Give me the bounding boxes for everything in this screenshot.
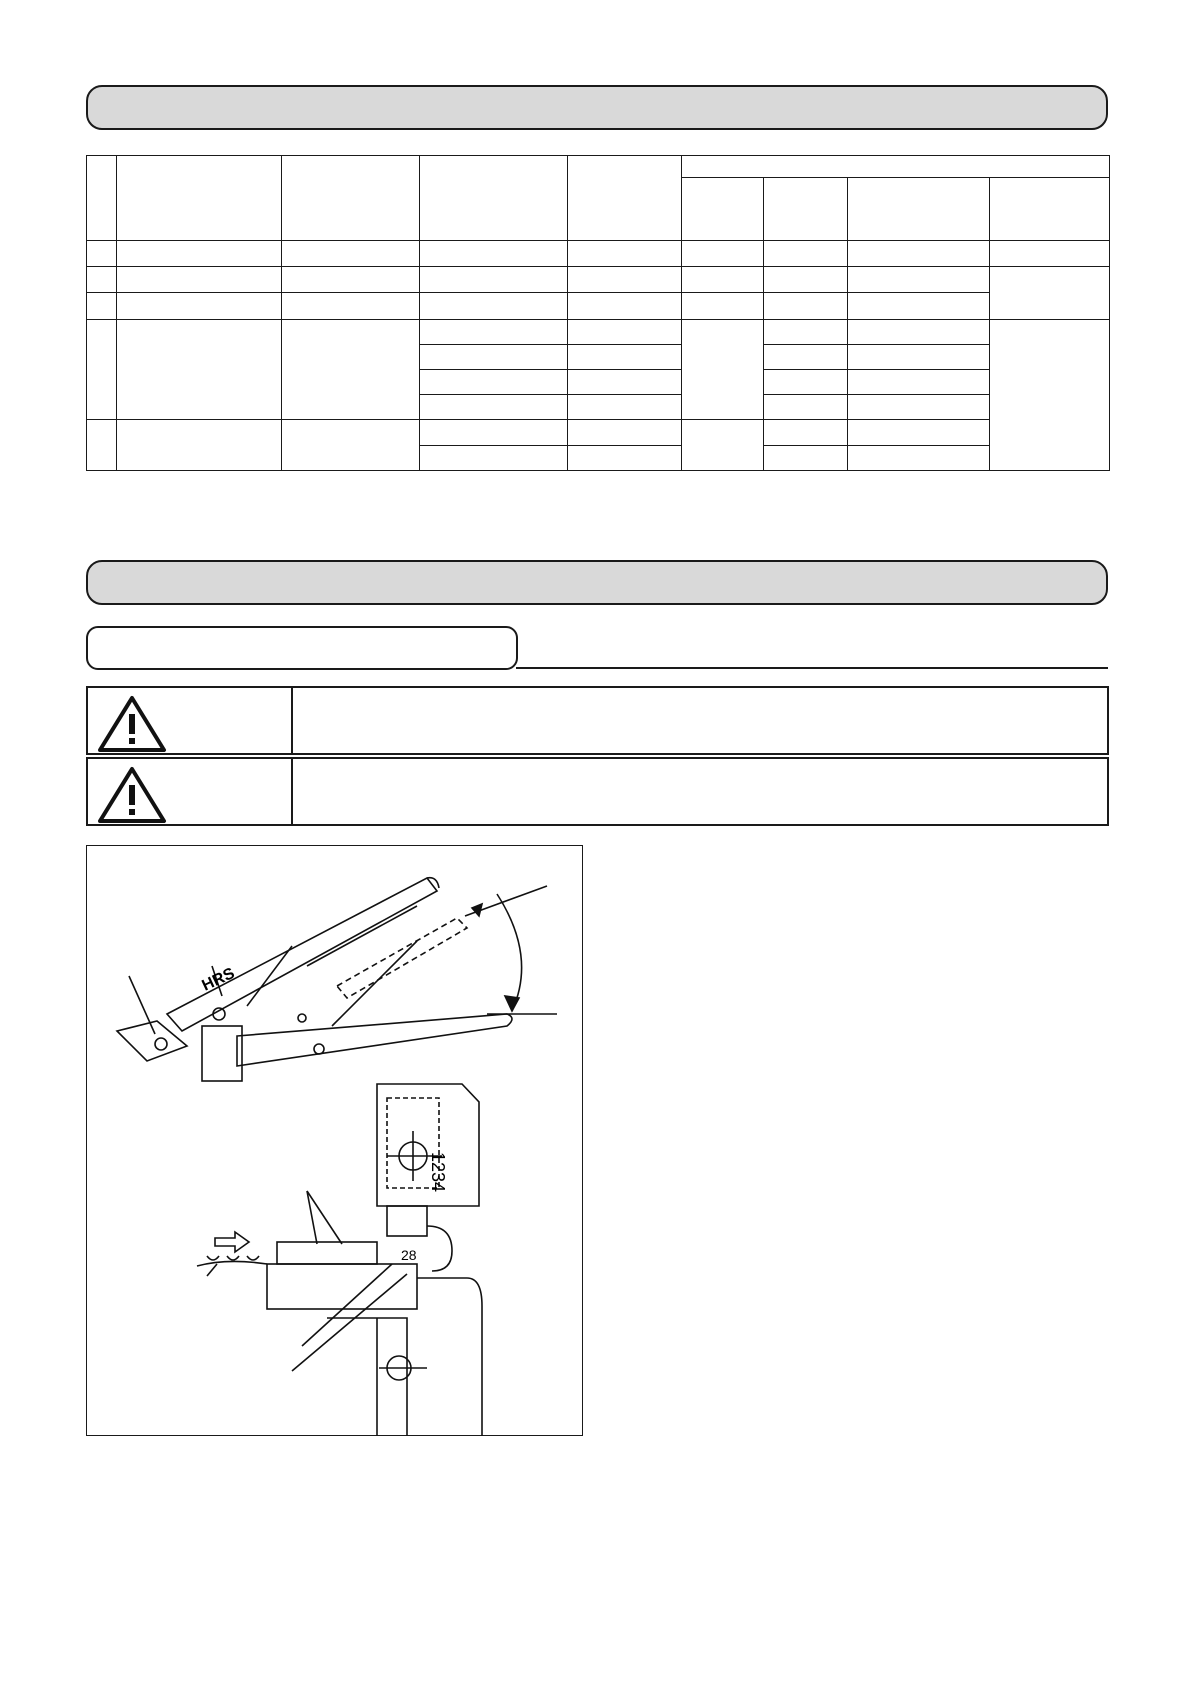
- section-header-banner-1: [86, 85, 1108, 130]
- table-header-group-cell: [682, 156, 1110, 178]
- table-header-cell: [87, 156, 117, 241]
- table-row: [87, 420, 1110, 445]
- base-block: [267, 1264, 417, 1309]
- warning-triangle-icon: [96, 765, 168, 825]
- table-header-cell: [568, 156, 682, 241]
- adjust-knob: [155, 1038, 167, 1050]
- warning-box-1: [86, 686, 1109, 755]
- warning-icon-cell: [88, 759, 293, 824]
- table-row: [87, 319, 1110, 344]
- open-handle-outline: [337, 918, 467, 998]
- subsection-tab: [86, 626, 518, 670]
- die-block: [202, 1026, 242, 1081]
- upper-handle: [167, 878, 437, 1031]
- lower-handle: [237, 1014, 512, 1066]
- warning-text: [293, 688, 1107, 753]
- size-marking: 28: [401, 1247, 417, 1263]
- die-marking: 1234: [428, 1152, 448, 1193]
- crimp-tool-drawing: [87, 846, 584, 1437]
- table-header-cell: [420, 156, 568, 241]
- table-subheader-cell: [682, 178, 764, 241]
- caution-text: [293, 759, 1107, 824]
- section-header-banner-2: [86, 560, 1108, 605]
- specification-table: [86, 155, 1110, 471]
- table-header-cell: [282, 156, 420, 241]
- table-header-cell: [117, 156, 282, 241]
- table-subheader-cell: [848, 178, 990, 241]
- warning-triangle-icon: [96, 694, 168, 754]
- feed-guide: [277, 1242, 377, 1264]
- table-subheader-cell: [990, 178, 1110, 241]
- tool-illustration-figure: [86, 845, 583, 1436]
- table-row: [87, 293, 1110, 319]
- table-subheader-cell: [764, 178, 848, 241]
- swing-arc: [497, 894, 522, 1011]
- table-row: [87, 267, 1110, 293]
- warning-icon-cell: [88, 688, 293, 753]
- tool-frame: [417, 1278, 482, 1436]
- terminal-strip: [197, 1261, 267, 1266]
- arrow-right-icon: [215, 1232, 249, 1252]
- warning-box-2: [86, 757, 1109, 826]
- table-row: [87, 240, 1110, 266]
- subsection-rule: [516, 667, 1108, 669]
- brand-logo: HRS: [199, 964, 238, 995]
